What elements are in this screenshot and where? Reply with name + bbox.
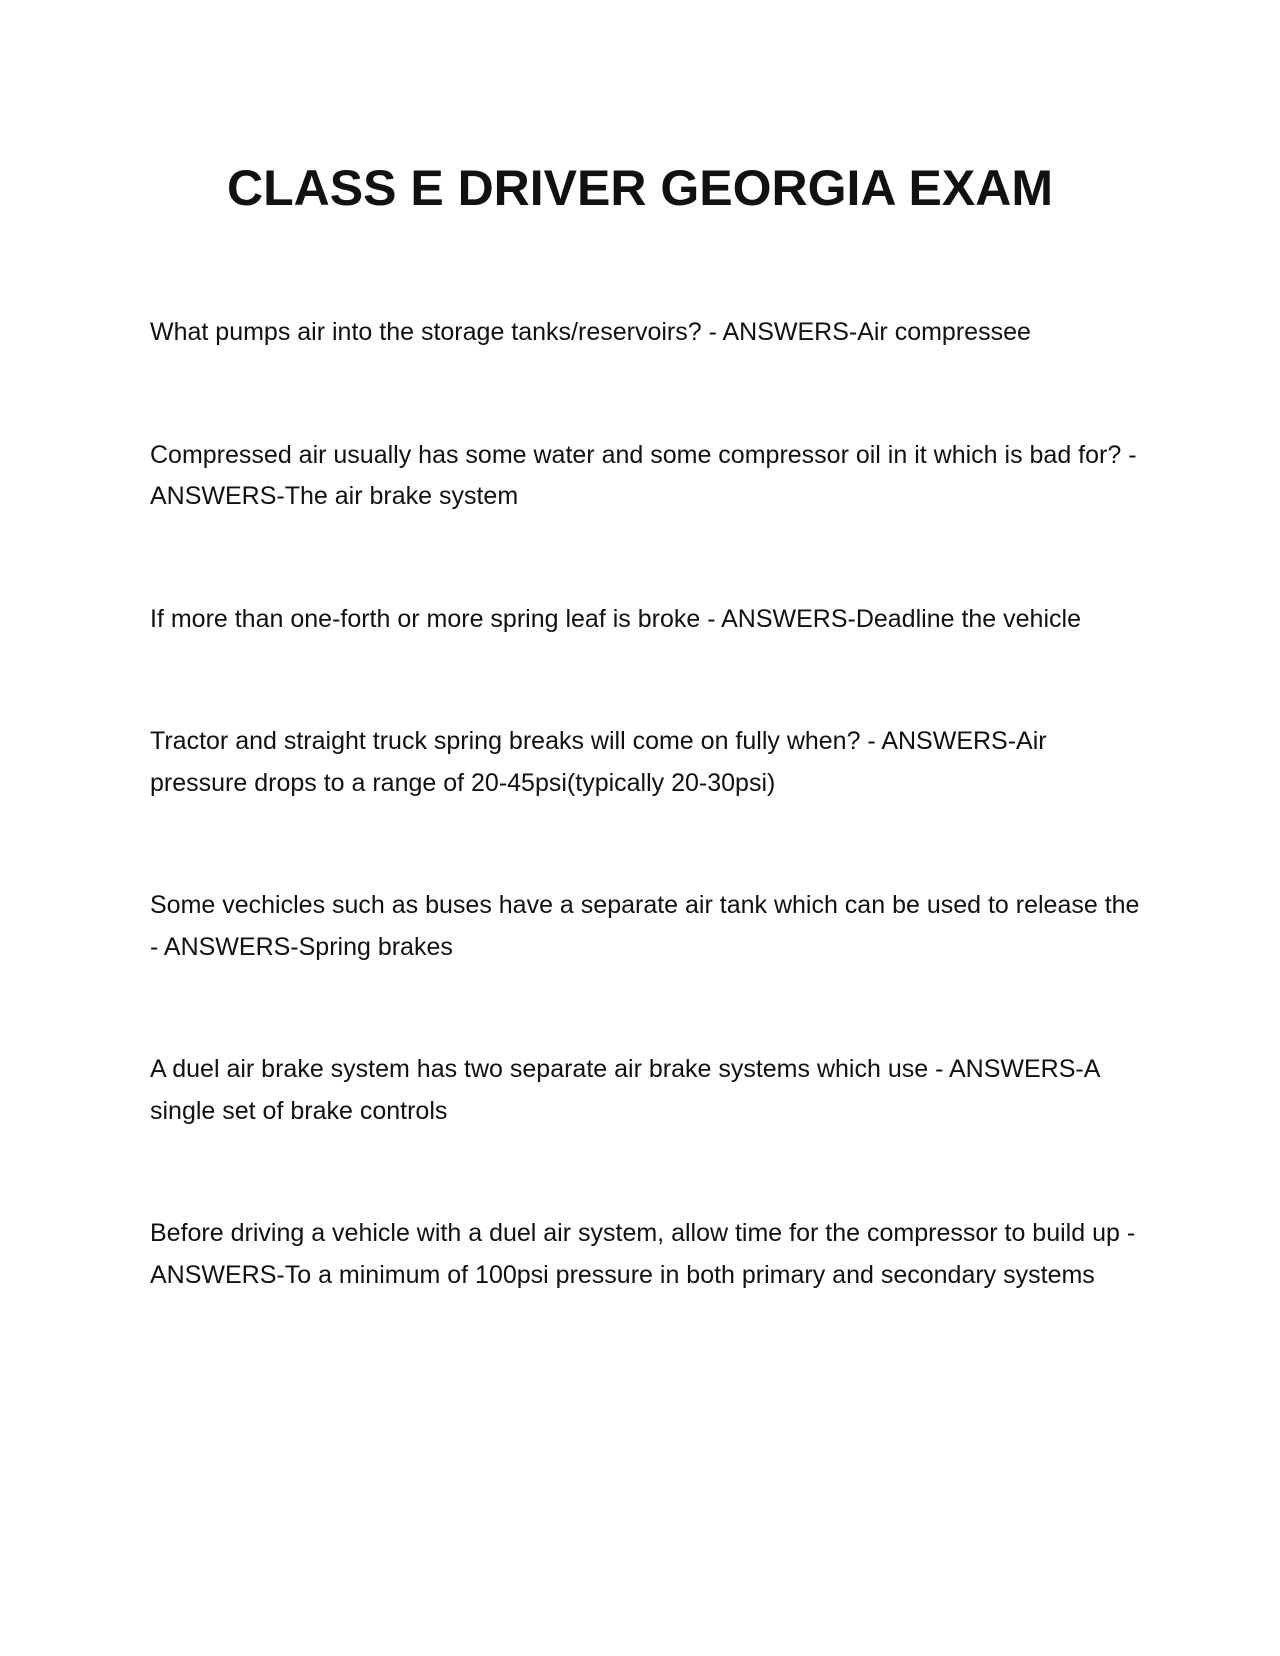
question-answer-list xyxy=(150,312,1150,1296)
qa-item-4: Tractor and straight truck spring breaks will come on fully when? - ANSWERS-Air pressure drops to a range of 20-45psi(typically 20-30psi) xyxy=(150,727,1047,797)
qa-item-7: Before driving a vehicle with a duel air system, allow time for the compressor to build up - ANSWERS-To a minimum of 100psi pressure in both primary and secondary systems xyxy=(150,1219,1136,1289)
qa-item-6: A duel air brake system has two separate air brake systems which use - ANSWERS-A single set of brake controls xyxy=(150,1055,1099,1125)
qa-item-3: If more than one-forth or more spring leaf is broke - ANSWERS-Deadline the vehicle xyxy=(150,604,1081,633)
qa-item-2: Compressed air usually has some water and some compressor oil in it which is bad for? - ANSWERS-The air brake system xyxy=(150,440,1137,510)
qa-item-5: Some vechicles such as buses have a separate air tank which can be used to release the - ANSWERS-Spring brakes xyxy=(150,891,1140,961)
page-title: CLASS E DRIVER GEORGIA EXAM xyxy=(226,160,1054,216)
qa-item-1: What pumps air into the storage tanks/reservoirs? - ANSWERS-Air compressee xyxy=(150,318,1031,346)
